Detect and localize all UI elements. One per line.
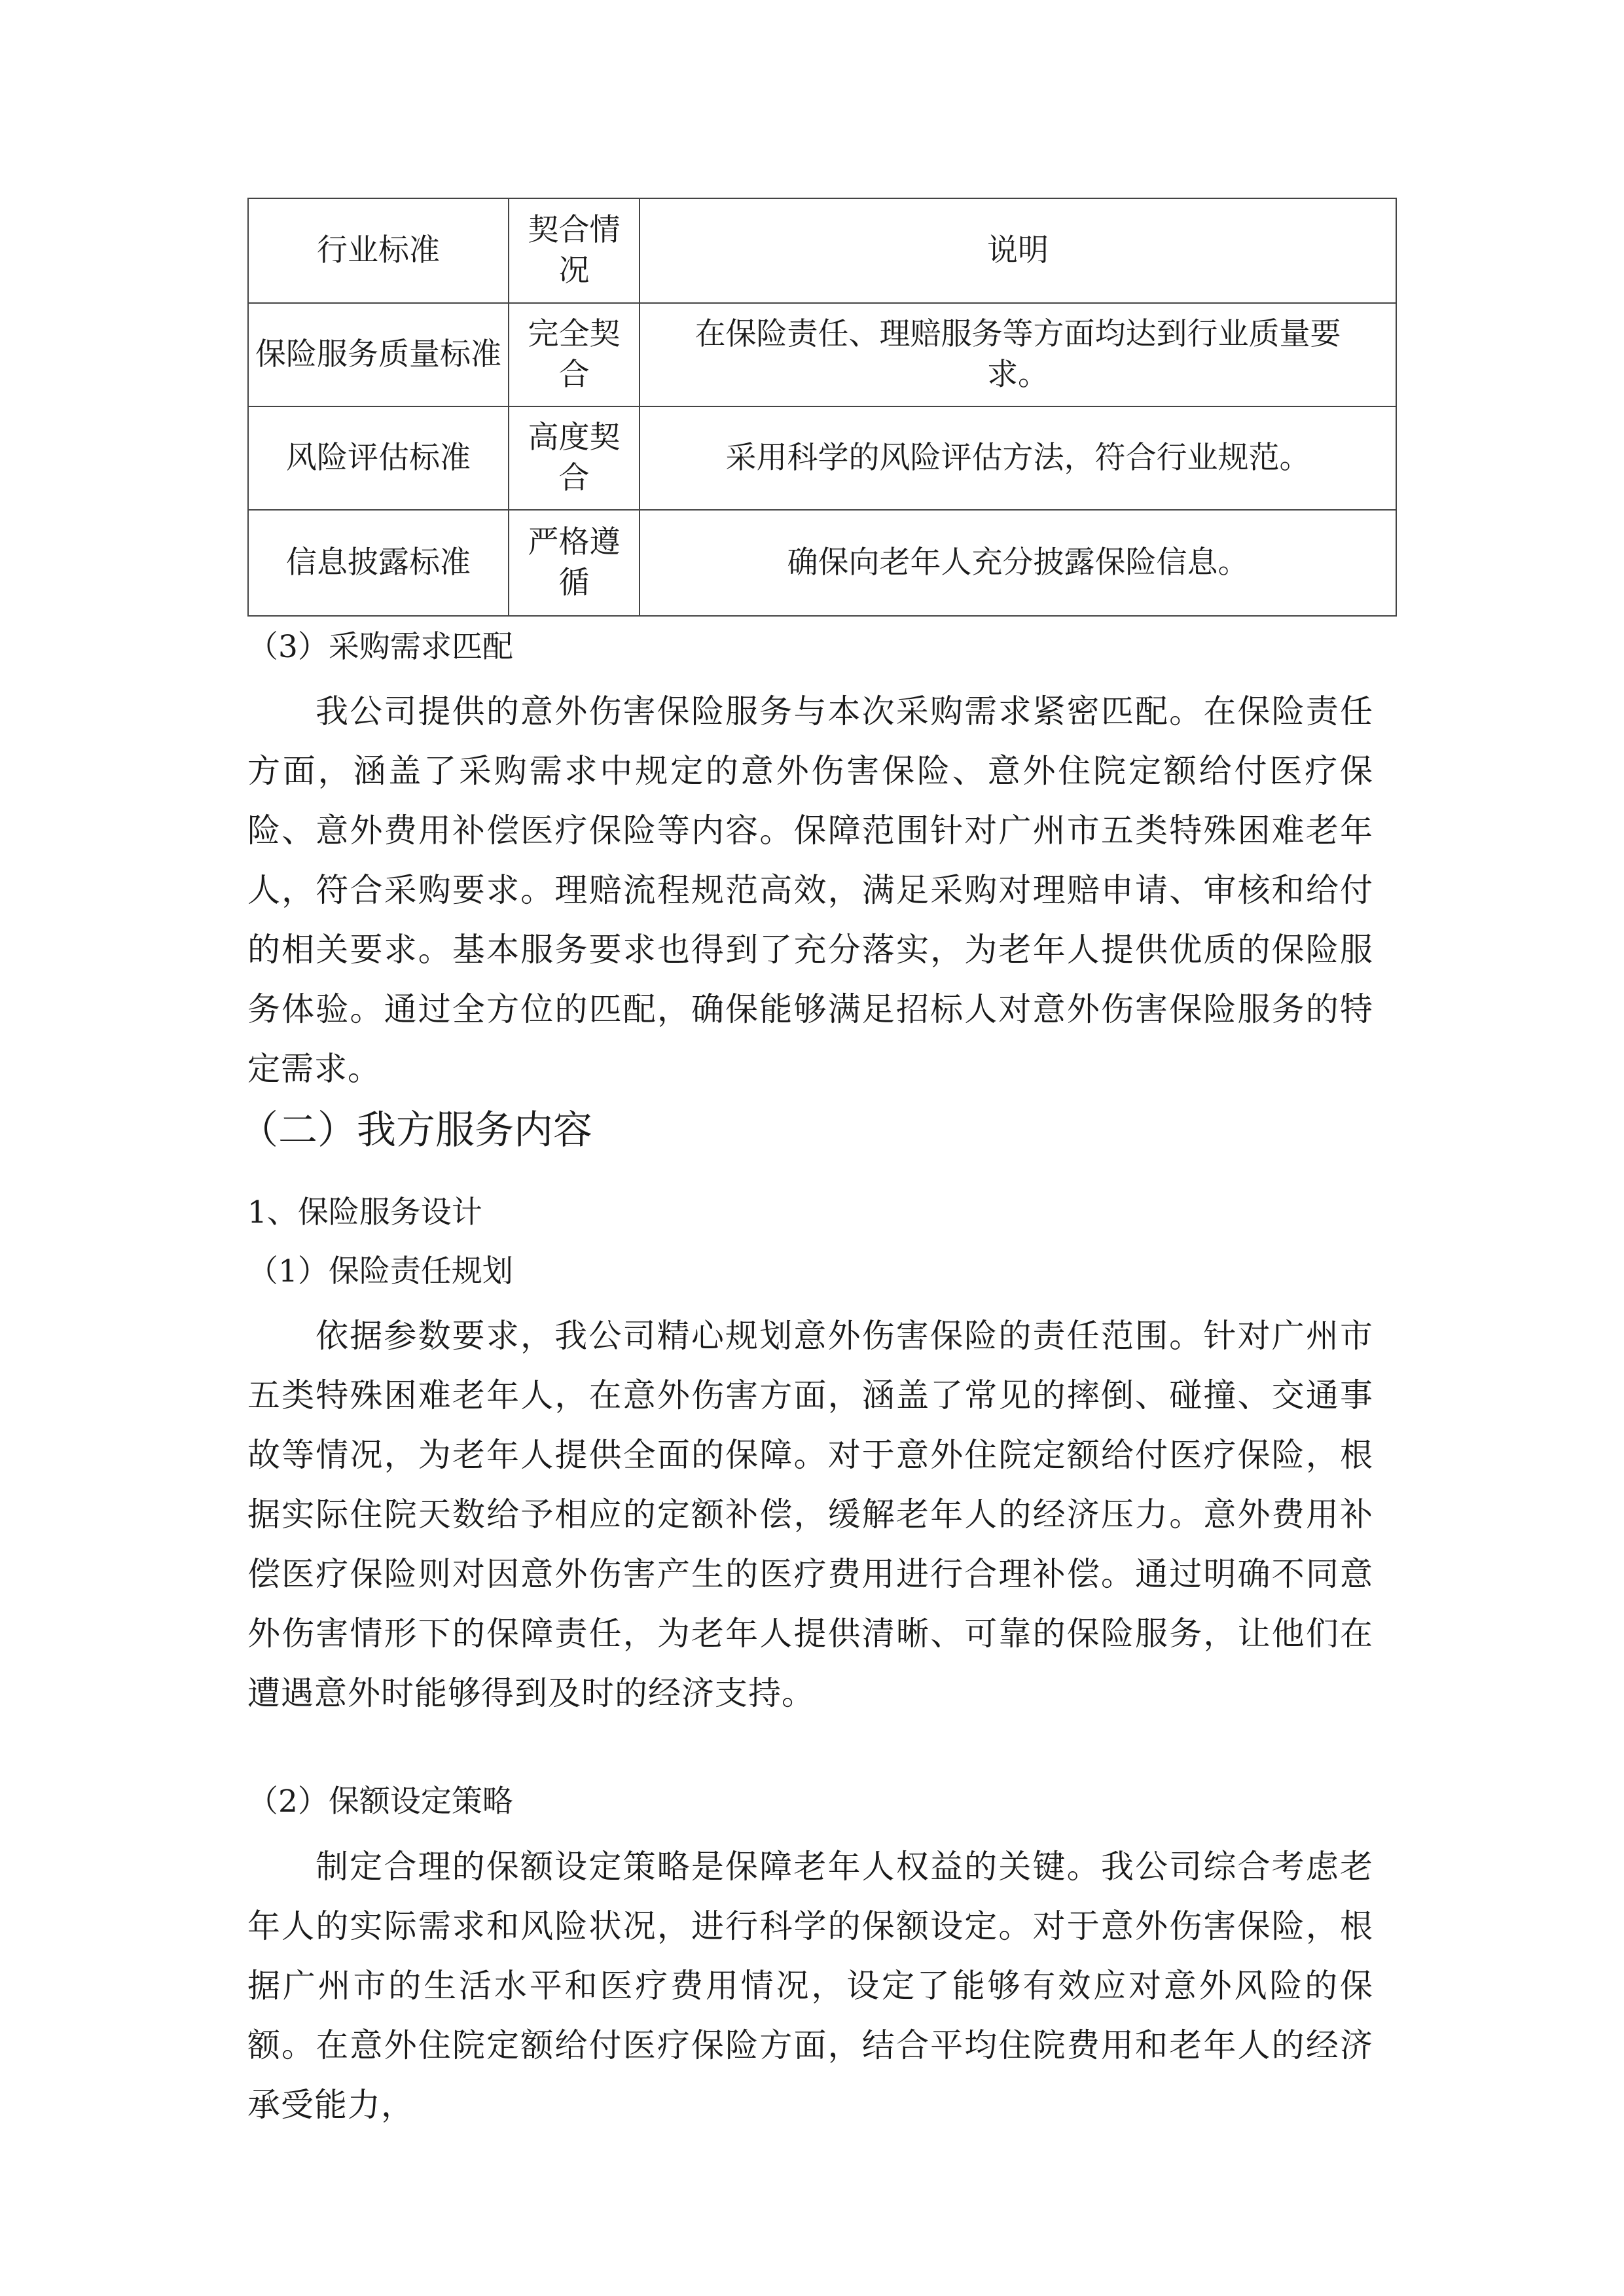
table-header-cell: 行业标准 bbox=[248, 198, 509, 303]
table-row bbox=[248, 510, 1396, 616]
table-cell: 保险服务质量标准 bbox=[248, 303, 509, 406]
table-header-cell: 契合情况 bbox=[509, 198, 640, 303]
subheading-coverage-strategy: （2）保额设定策略 bbox=[247, 1784, 513, 1820]
table-cell: 严格遵循 bbox=[509, 510, 640, 616]
paragraph-liability-planning: 依据参数要求，我公司精心规划意外伤害保险的责任范围。针对广州市五类特殊困难老年人，在意外伤害方面，涵盖了常见的摔倒、碰撞、交通事故等情况，为老年人提供全面的保障。对于意外住院定额给付医疗保险，根据实际住院天数给予相应的定额补偿，缓解老年人的经济压力。意外费用补偿医疗保险则对因意外伤害产生的医疗费用进行合理补偿。通过明确不同意外伤害情形下的保障责任，为老年人提供清晰、可靠的保险服务，让他们在遭遇意外时能够得到及时的经济支持。 bbox=[247, 1317, 1373, 1712]
table-row bbox=[248, 406, 1396, 510]
table-header-cell: 说明 bbox=[640, 198, 1396, 303]
table-cell: 完全契合 bbox=[509, 303, 640, 406]
subheading-procurement-match: （3）采购需求匹配 bbox=[247, 629, 513, 665]
table-cell: 高度契合 bbox=[509, 406, 640, 510]
table-cell: 在保险责任、理赔服务等方面均达到行业质量要求。 bbox=[640, 303, 1396, 406]
standards-table bbox=[247, 198, 1397, 617]
table-cell: 确保向老年人充分披露保险信息。 bbox=[640, 510, 1396, 616]
table-header-row bbox=[248, 198, 1396, 303]
section-heading-service-content: （二）我方服务内容 bbox=[239, 1107, 592, 1153]
table-row bbox=[248, 303, 1396, 406]
subheading-insurance-service-design: 1、保险服务设计 bbox=[247, 1194, 482, 1230]
paragraph-procurement-match: 我公司提供的意外伤害保险服务与本次采购需求紧密匹配。在保险责任方面，涵盖了采购需求中规定的意外伤害保险、意外住院定额给付医疗保险、意外费用补偿医疗保险等内容。保障范围针对广州市五类特殊困难老年人，符合采购要求。理赔流程规范高效，满足采购对理赔申请、审核和给付的相关要求。基本服务要求也得到了充分落实，为老年人提供优质的保险服务体验。通过全方位的匹配，确保能够满足招标人对意外伤害保险服务的特定需求。 bbox=[247, 692, 1373, 1088]
table-cell: 风险评估标准 bbox=[248, 406, 509, 510]
table-cell: 信息披露标准 bbox=[248, 510, 509, 616]
subheading-liability-planning: （1）保险责任规划 bbox=[247, 1253, 513, 1289]
table-cell: 采用科学的风险评估方法，符合行业规范。 bbox=[640, 406, 1396, 510]
paragraph-coverage-strategy: 制定合理的保额设定策略是保障老年人权益的关键。我公司综合考虑老年人的实际需求和风险状况，进行科学的保额设定。对于意外伤害保险，根据广州市的生活水平和医疗费用情况，设定了能够有效应对意外风险的保额。在意外住院定额给付医疗保险方面，结合平均住院费用和老年人的经济承受能力， bbox=[247, 1848, 1373, 2124]
